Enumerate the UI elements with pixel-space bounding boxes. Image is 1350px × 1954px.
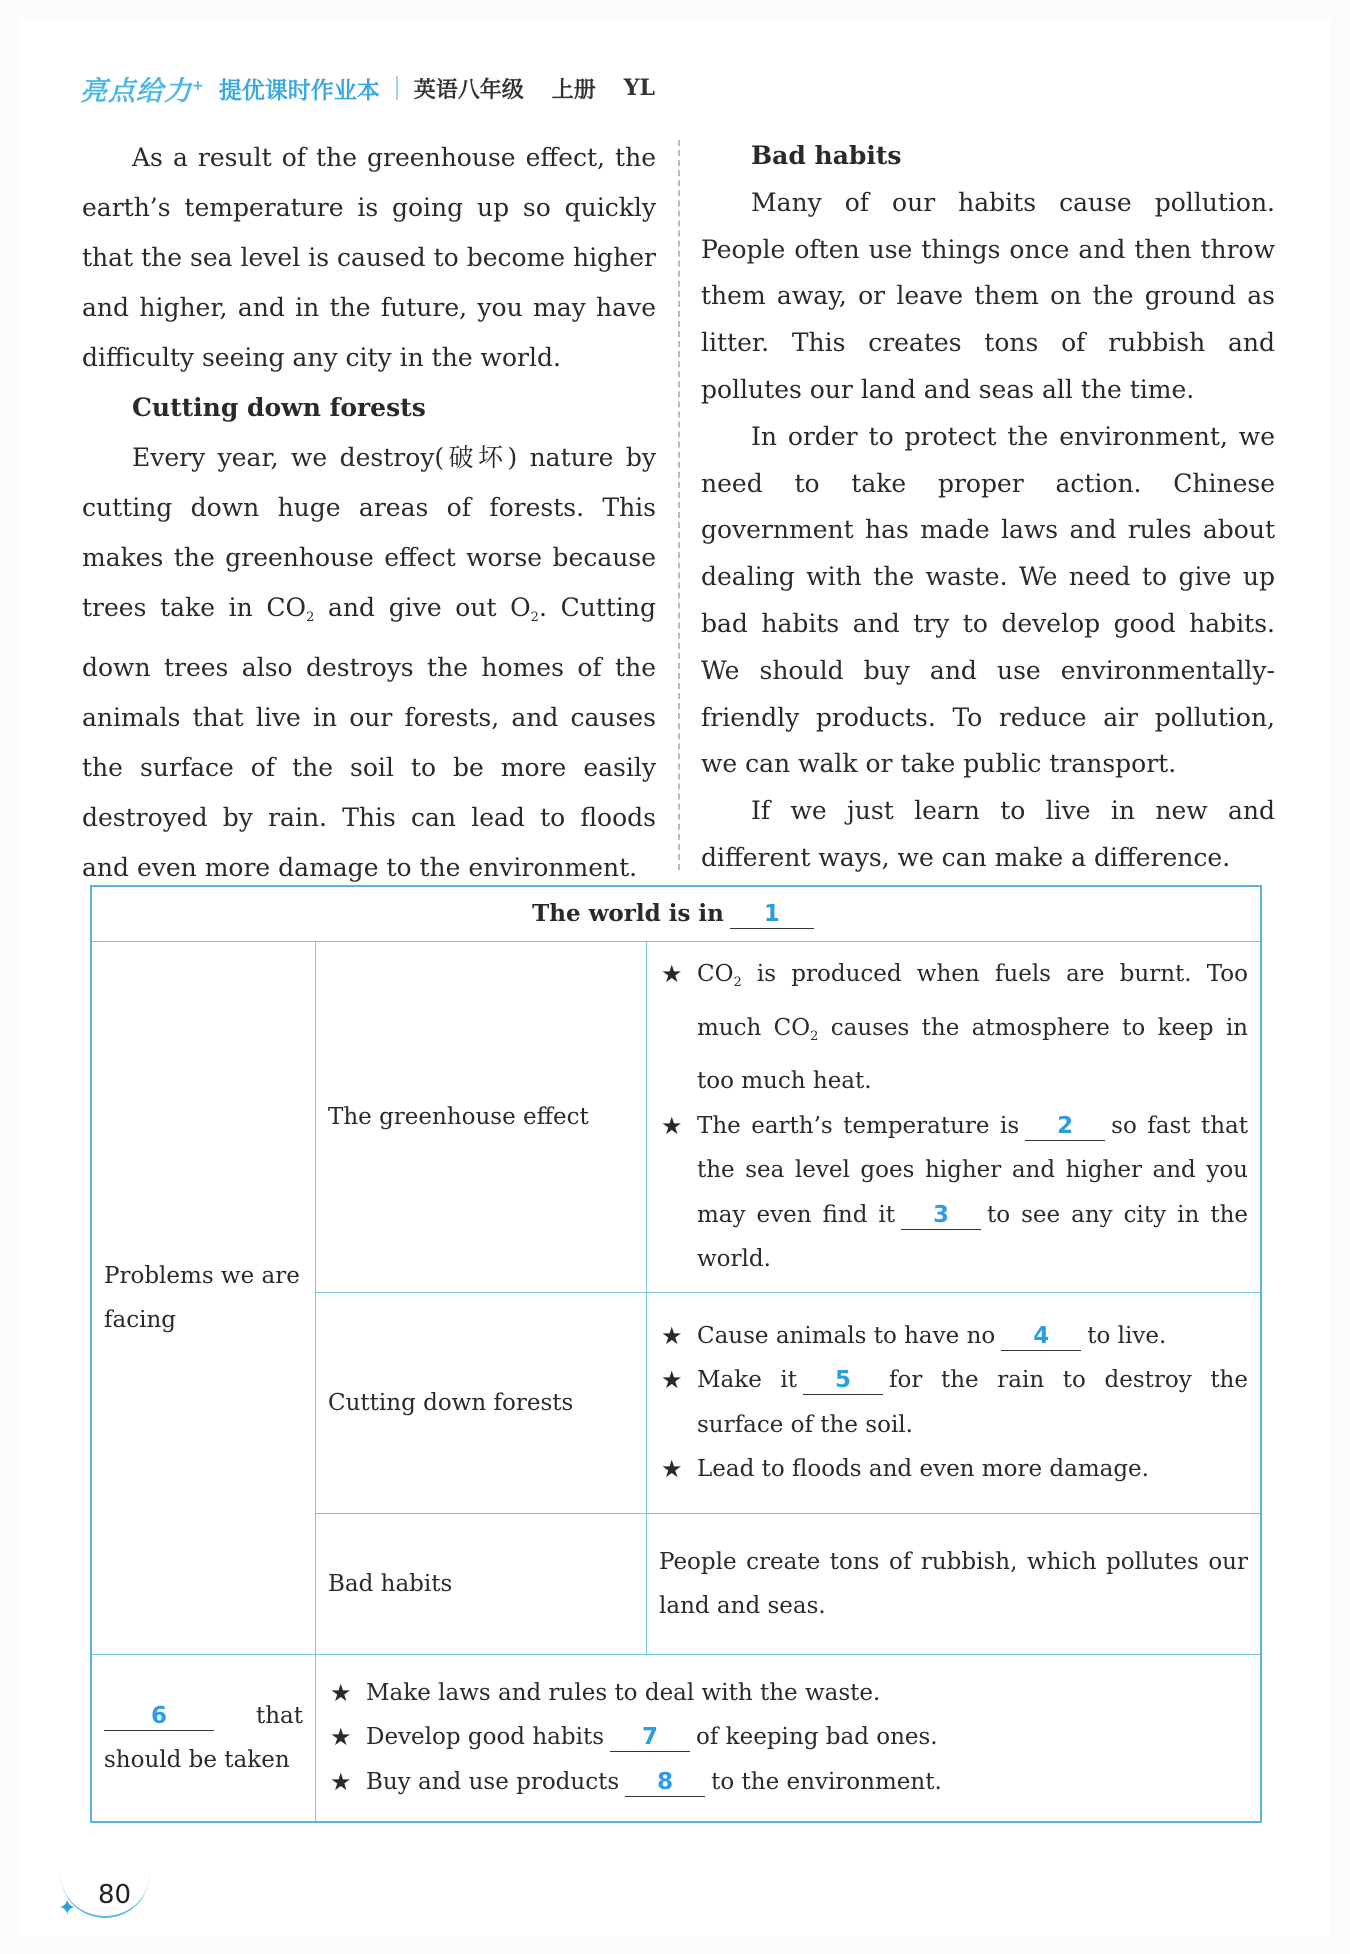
right-text-column xyxy=(701,133,1275,882)
cutting-label: Cutting down forests xyxy=(328,1389,574,1416)
problems-label-cell xyxy=(91,942,316,1655)
blank-8[interactable]: 8 xyxy=(625,1768,705,1797)
left-text-column xyxy=(82,133,656,893)
paragraph-forests: Every year, we destroy(破坏) nature by cutting down huge areas of forests. This makes the greenhouse effect worse because trees take in $CO_2$ and give out $O_2$. Cutting down trees also destroys the homes of the animals that live in our forests, and causes the surface of the soil to be more easily destroyed by rain. This can lead to floods and even more damage to the environment. xyxy=(82,443,656,882)
bad-habits-details-cell xyxy=(647,1513,1262,1654)
subject-grade: 英语八年级 xyxy=(413,77,524,103)
blank-7[interactable]: 7 xyxy=(610,1723,690,1752)
list-item: ★ Lead to floods and even more damage. xyxy=(659,1447,1248,1492)
list-item: ★ Make it 5 for the rain to destroy the surface of the soil. xyxy=(659,1358,1248,1447)
blank-3[interactable]: 3 xyxy=(901,1201,981,1230)
greenhouse-label-cell xyxy=(316,942,647,1293)
edition-code: YL xyxy=(623,75,655,101)
star-icon: ★ xyxy=(661,1366,683,1394)
star-icon: ★ xyxy=(661,1321,683,1350)
list-item: ★ Buy and use products 8 to the environment. xyxy=(328,1760,1248,1805)
column-divider xyxy=(678,140,680,870)
sparkle-icon: ✦ xyxy=(58,1896,77,1921)
action-label: 6 that should be taken xyxy=(104,1702,303,1773)
paragraph-bad-habits: Many of our habits cause pollution. People often use things once and then throw them away, or leave them on the ground as litter. This creates tons of rubbish and pollutes our land and seas all the time. xyxy=(701,187,1275,404)
star-icon: ★ xyxy=(661,1111,683,1140)
list-item: ★ The earth’s temperature is 2 so fast that the sea level goes higher and higher and you may even find it 3 to see any city in the world. xyxy=(659,1104,1248,1282)
paragraph-conclusion: If we just learn to live in new and different ways, we can make a difference. xyxy=(701,796,1275,872)
blank-6[interactable]: 6 xyxy=(104,1702,214,1731)
list-item: ★ $CO_2$ is produced when fuels are burnt. Too much $CO_2$ causes the atmosphere to keep in too much heat. xyxy=(659,952,1248,1104)
page-header xyxy=(80,68,655,108)
star-icon: ★ xyxy=(330,1678,352,1707)
summary-table xyxy=(90,885,1262,1823)
star-icon: ★ xyxy=(661,1455,683,1483)
blank-4[interactable]: 4 xyxy=(1001,1322,1081,1351)
action-label-cell xyxy=(91,1654,316,1822)
header-divider xyxy=(396,76,398,100)
heading-bad-habits: Bad habits xyxy=(751,141,902,170)
brand-logo: 亮点给力+ xyxy=(80,75,205,107)
paragraph-greenhouse: As a result of the greenhouse effect, the earth’s temperature is going up so quickly that the sea level is caused to become higher and higher, and in the future, you may have difficulty seeing any city in the world. xyxy=(82,143,656,372)
cutting-details-cell xyxy=(647,1292,1262,1513)
star-icon: ★ xyxy=(330,1723,352,1752)
action-details-cell xyxy=(316,1654,1262,1822)
bad-habits-label-cell xyxy=(316,1513,647,1654)
volume-label: 上册 xyxy=(551,77,596,103)
list-item: ★ Make laws and rules to deal with the waste. xyxy=(328,1671,1248,1716)
star-icon: ★ xyxy=(661,960,683,988)
list-item: ★ Cause animals to have no 4 to live. xyxy=(659,1314,1248,1359)
bad-habits-desc: People create tons of rubbish, which pollutes our land and seas. xyxy=(659,1548,1248,1619)
blank-2[interactable]: 2 xyxy=(1025,1112,1105,1141)
series-title: 提优课时作业本 xyxy=(218,77,380,104)
heading-cutting-forests: Cutting down forests xyxy=(132,393,426,422)
problems-label: Problems we are facing xyxy=(104,1262,300,1333)
list-item: ★ Develop good habits 7 of keeping bad ones. xyxy=(328,1715,1248,1760)
bad-habits-label: Bad habits xyxy=(328,1570,453,1597)
blank-1[interactable]: 1 xyxy=(730,900,814,929)
star-icon: ★ xyxy=(330,1767,352,1796)
page-number: 80 xyxy=(98,1880,132,1910)
greenhouse-label: The greenhouse effect xyxy=(328,1103,589,1130)
table-title: The world is in 1 xyxy=(91,886,1261,942)
paragraph-protect: In order to protect the environment, we need to take proper action. Chinese government has made laws and rules about dealing with the waste. We need to give up bad habits and try to develop good habits. We should buy and use environmentally-friendly products. To reduce air pollution, we can walk or take public transport. xyxy=(701,421,1275,779)
blank-5[interactable]: 5 xyxy=(803,1366,883,1395)
cutting-label-cell xyxy=(316,1292,647,1513)
greenhouse-details-cell xyxy=(647,942,1262,1293)
